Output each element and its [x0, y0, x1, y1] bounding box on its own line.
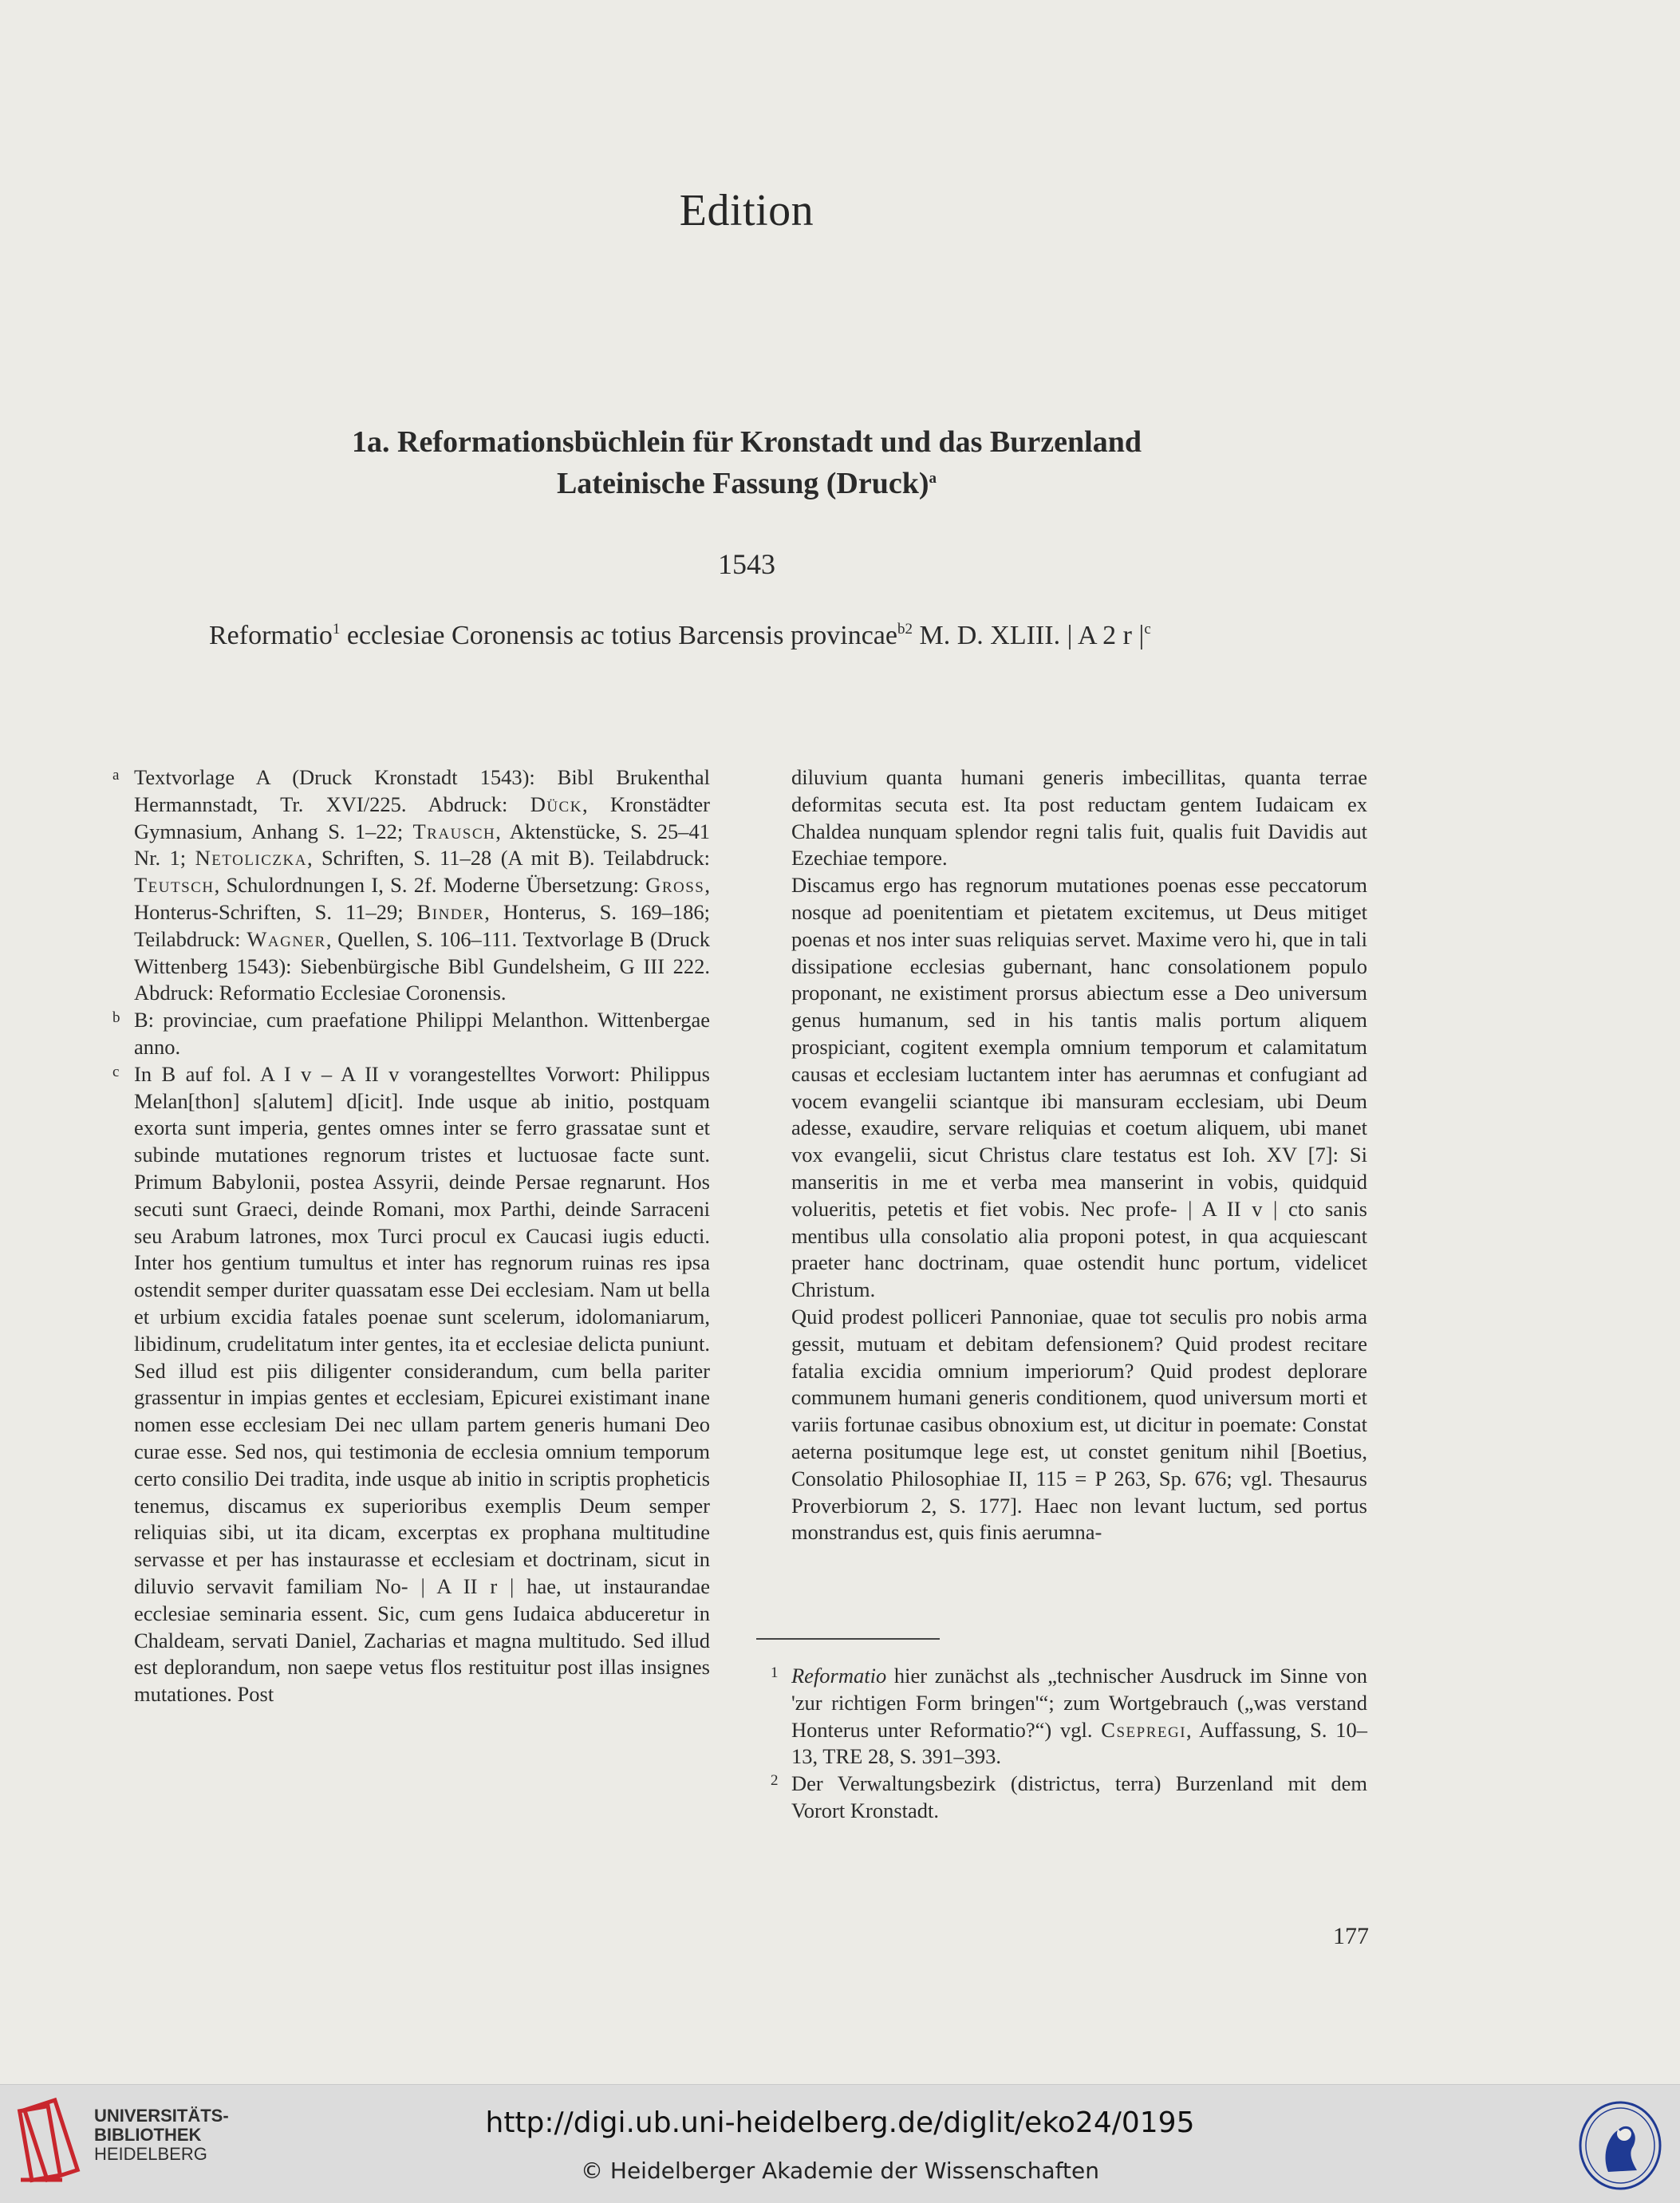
footnote-marker-c: c — [1144, 621, 1151, 638]
page-number: 177 — [1333, 1923, 1369, 1949]
text-segment: , Schulordnungen I, S. 2f. Moderne Übersetzung: — [214, 873, 646, 898]
author-name: Dück — [530, 792, 582, 816]
text-segment: , Quellen, S. 106–111. Textvorlage B (Druck Wittenberg 1543): Siebenbürgische Bibl Gundelsheim, G III 222. Abdruck: Reformatio Ecclesiae Coronensis. — [134, 926, 710, 1005]
copyright-notice: © Heidelberger Akademie der Wissenschaften — [580, 2158, 1099, 2184]
latin-title-line — [209, 621, 1151, 651]
text-segment: , Honterus, S. 169–186; Teilabdruck: — [134, 899, 710, 951]
title-part-reformatio: Reformatio — [209, 621, 333, 650]
heading-line2-text: Lateinische Fassung (Druck) — [556, 467, 929, 500]
viewer-footer-bar — [0, 2084, 1680, 2203]
apparatus-note-a — [112, 764, 710, 1007]
footnote-number: 2 — [771, 1772, 779, 1790]
apparatus-note-c — [112, 1061, 710, 1708]
footnote-number: 1 — [771, 1664, 779, 1681]
footnote-marker-b2: b2 — [897, 621, 913, 638]
note-marker: a — [112, 767, 120, 784]
author-name: Netoliczka — [195, 846, 307, 871]
text-segment: hier zunächst als „technischer Ausdruck im Sinne von 'zur richtigen Form bringen'“; zum Wortgebrauch („was verstand Honterus unter Reformatio?“) vgl. — [791, 1664, 1367, 1742]
italic-term: Reformatio — [791, 1664, 887, 1688]
footnote-marker-1: 1 — [332, 621, 341, 638]
text-segment: In B auf fol. A I v – A II v vorangestelltes Vorwort: Philippus Melan[thon] s[alutem] d[icit]. Inde usque ab initio, postquam exorta sunt imperia, gentes omnes inter se ferro grassatae sunt et subinde mutationes regnorum tristes et luctuosae facte sunt. Primum Babylonii, postea Assyrii, deinde Persae regnarunt. Hos secuti sunt Graeci, deinde Romani, mox Parthi, deinde Sarraceni seu Arabum latrones, mox Turci procul ex Caucasi iugis educti. Inter hos gentium tumultus et inter has regnorum ruinas res ipsa ostendit semper duriter quassatam esse Dei ecclesiam. Nam ut bella et urbium excidia fatales poenae sunt scelerum, idolomaniarum, libidinum, crudelitatum inter gentes, ita et ecclesiae delicta puniunt. Sed illud est piis diligenter considerandum, cum bella pariter grassentur in impias gentes et ecclesiam, Epicurei existimant inane nomen esse ecclesiam Dei nec ullam partem generis humani Deo curae esse. Sed nos, qui testimonia de ecclesia omnium temporum certo consilio Dei tradita, inde usque ab initio in scriptis propheticis tenemus, discamus ex superioribus exemplis Deum semper reliquias sibi, ut ita dicam, excerptas ex prophana multitudine servasse et per has instaurasse et ecclesiam et doctrinam, sicut in diluvio servavit familiam No- | A II r | hae, ut instaurandae ecclesiae seminaria essent. Sic, cum gens Iudaica abduceretur in Chaldeam, servati Daniel, Zacharias et magna multitudo. Sed illud est deplorandum, non saepe vetus flos restituitur post illas insignes mutationes. Post — [134, 1061, 710, 1707]
permalink-url[interactable]: http://digi.ub.uni-heidelberg.de/diglit/eko24/0195 — [485, 2106, 1195, 2139]
document-heading-line2 — [0, 466, 1493, 501]
document-heading-line1: 1a. Reformationsbüchlein für Kronstadt und das Burzenland — [352, 425, 1142, 459]
text-segment: Der Verwaltungsbezirk (districtus, terra) Burzenland mit dem Vorort Kronstadt. — [791, 1771, 1367, 1822]
continuation-paragraph: diluvium quanta humani generis imbecillitas, quanta terrae deformitas secuta est. Ita post reductam gentem Iudaicam ex Chaldea nunquam splendor regni talis fuit, qualis fuit Davidis aut Ezechiae tempore. — [791, 765, 1367, 871]
text-segment: , Schriften, S. 11–28 (A mit B). Teilabdruck: — [306, 846, 710, 871]
footnotes — [771, 1663, 1367, 1825]
author-name: Teutsch — [134, 873, 215, 898]
library-name-line2: BIBLIOTHEK — [94, 2125, 202, 2145]
critical-apparatus-column — [112, 764, 710, 1708]
apparatus-notes — [112, 764, 710, 1708]
author-name: Wagner — [246, 926, 326, 951]
author-name: Gross — [645, 873, 705, 898]
author-name: Binder — [416, 899, 485, 924]
footnote-1 — [771, 1663, 1367, 1771]
apparatus-continuation-column — [791, 764, 1367, 1546]
text-segment: , Aktenstücke, S. 25–41 Nr. 1; — [134, 819, 710, 871]
continuation-paragraphs — [791, 764, 1367, 1546]
edition-title: Edition — [679, 186, 814, 235]
footnote-2 — [771, 1771, 1367, 1825]
note-marker: b — [112, 1009, 120, 1027]
text-segment: Textvorlage A (Druck Kronstadt 1543): Bibl Brukenthal Hermannstadt, Tr. XVI/225. Abdruck: — [134, 765, 710, 816]
author-name: Trausch — [412, 819, 496, 843]
academy-seal-icon[interactable] — [1576, 2098, 1664, 2193]
note-marker: c — [112, 1063, 120, 1080]
text-segment: , Honterus-Schriften, S. 11–29; — [134, 873, 710, 924]
title-part-date: M. D. XLIII. | A 2 r | — [913, 621, 1145, 650]
document-year: 1543 — [718, 548, 775, 580]
continuation-paragraph: Quid prodest polliceri Pannoniae, quae tot seculis pro nobis arma gessit, mutuam et debitam defensionem? Quid prodest recitare fatalia excidia omnium imperiorum? Quid prodest deplorare communem humani generis conditionem, quod universum morti et variis fortunae casibus obnoxium est, ut dicitur in poemate: Constat aeterna positumque lege est, ut constet genitum nihil [Boetius, Consolatio Philosophiae II, 115 = P 263, Sp. 676; vgl. Thesaurus Proverbiorum 2, S. 177]. Haec non levant luctum, sed portus monstrandus est, quis finis aerumna- — [791, 1304, 1367, 1545]
library-name-line3: HEIDELBERG — [94, 2144, 207, 2164]
text-segment: , Auffassung, S. 10–13, TRE 28, S. 391–393. — [791, 1717, 1367, 1769]
author-name: Csepregi — [1101, 1717, 1187, 1742]
footnote-marker-a: a — [929, 470, 937, 487]
text-segment: , Kronstädter Gymnasium, Anhang S. 1–22; — [134, 792, 710, 843]
apparatus-note-b — [112, 1007, 710, 1061]
footnote-divider — [756, 1638, 940, 1640]
library-name-line1: UNIVERSITÄTS- — [94, 2106, 229, 2126]
continuation-paragraph: Discamus ergo has regnorum mutationes poenas esse peccatorum nosque ad poenitentiam et pietatem excitemus, ut Deus mitiget poenas et nos inter suas reliquias servet. Maxime vero hi, que in tali dissipatione ecclesias gubernant, hanc consolationem populo proponant, ne existiment prorsus abiectum esse a Deo universum genus humanum, sed in his tantis malis portum aliquem prospiciant, cogitent exempla omnium temporum et calamitatum causas et ecclesiam luctantem inter has aerumnas et confugiant ad vocem evangelii sciantque ibi mansuram ecclesiam, ubi Deum adesse, exaudire, servare reliquias et coetum aliquem, ubi manet vox evangelii, sicut Christus clare testatus est Ioh. XV [7]: Si manseritis in me et verba mea manserint in vobis, quidquid volueritis, petetis et fiet vobis. Nec profe- | A II v | cto sanis mentibus ulla consolatio alia proponi potest, in qua acquiescant praeter hanc doctrinam, quae ostendit hunc portum, videlicet Christum. — [791, 873, 1367, 1302]
title-part-ecclesiae: ecclesiae Coronensis ac totius Barcensis provincae — [340, 621, 897, 650]
text-segment: B: provinciae, cum praefatione Philippi Melanthon. Wittenbergae anno. — [134, 1008, 710, 1059]
